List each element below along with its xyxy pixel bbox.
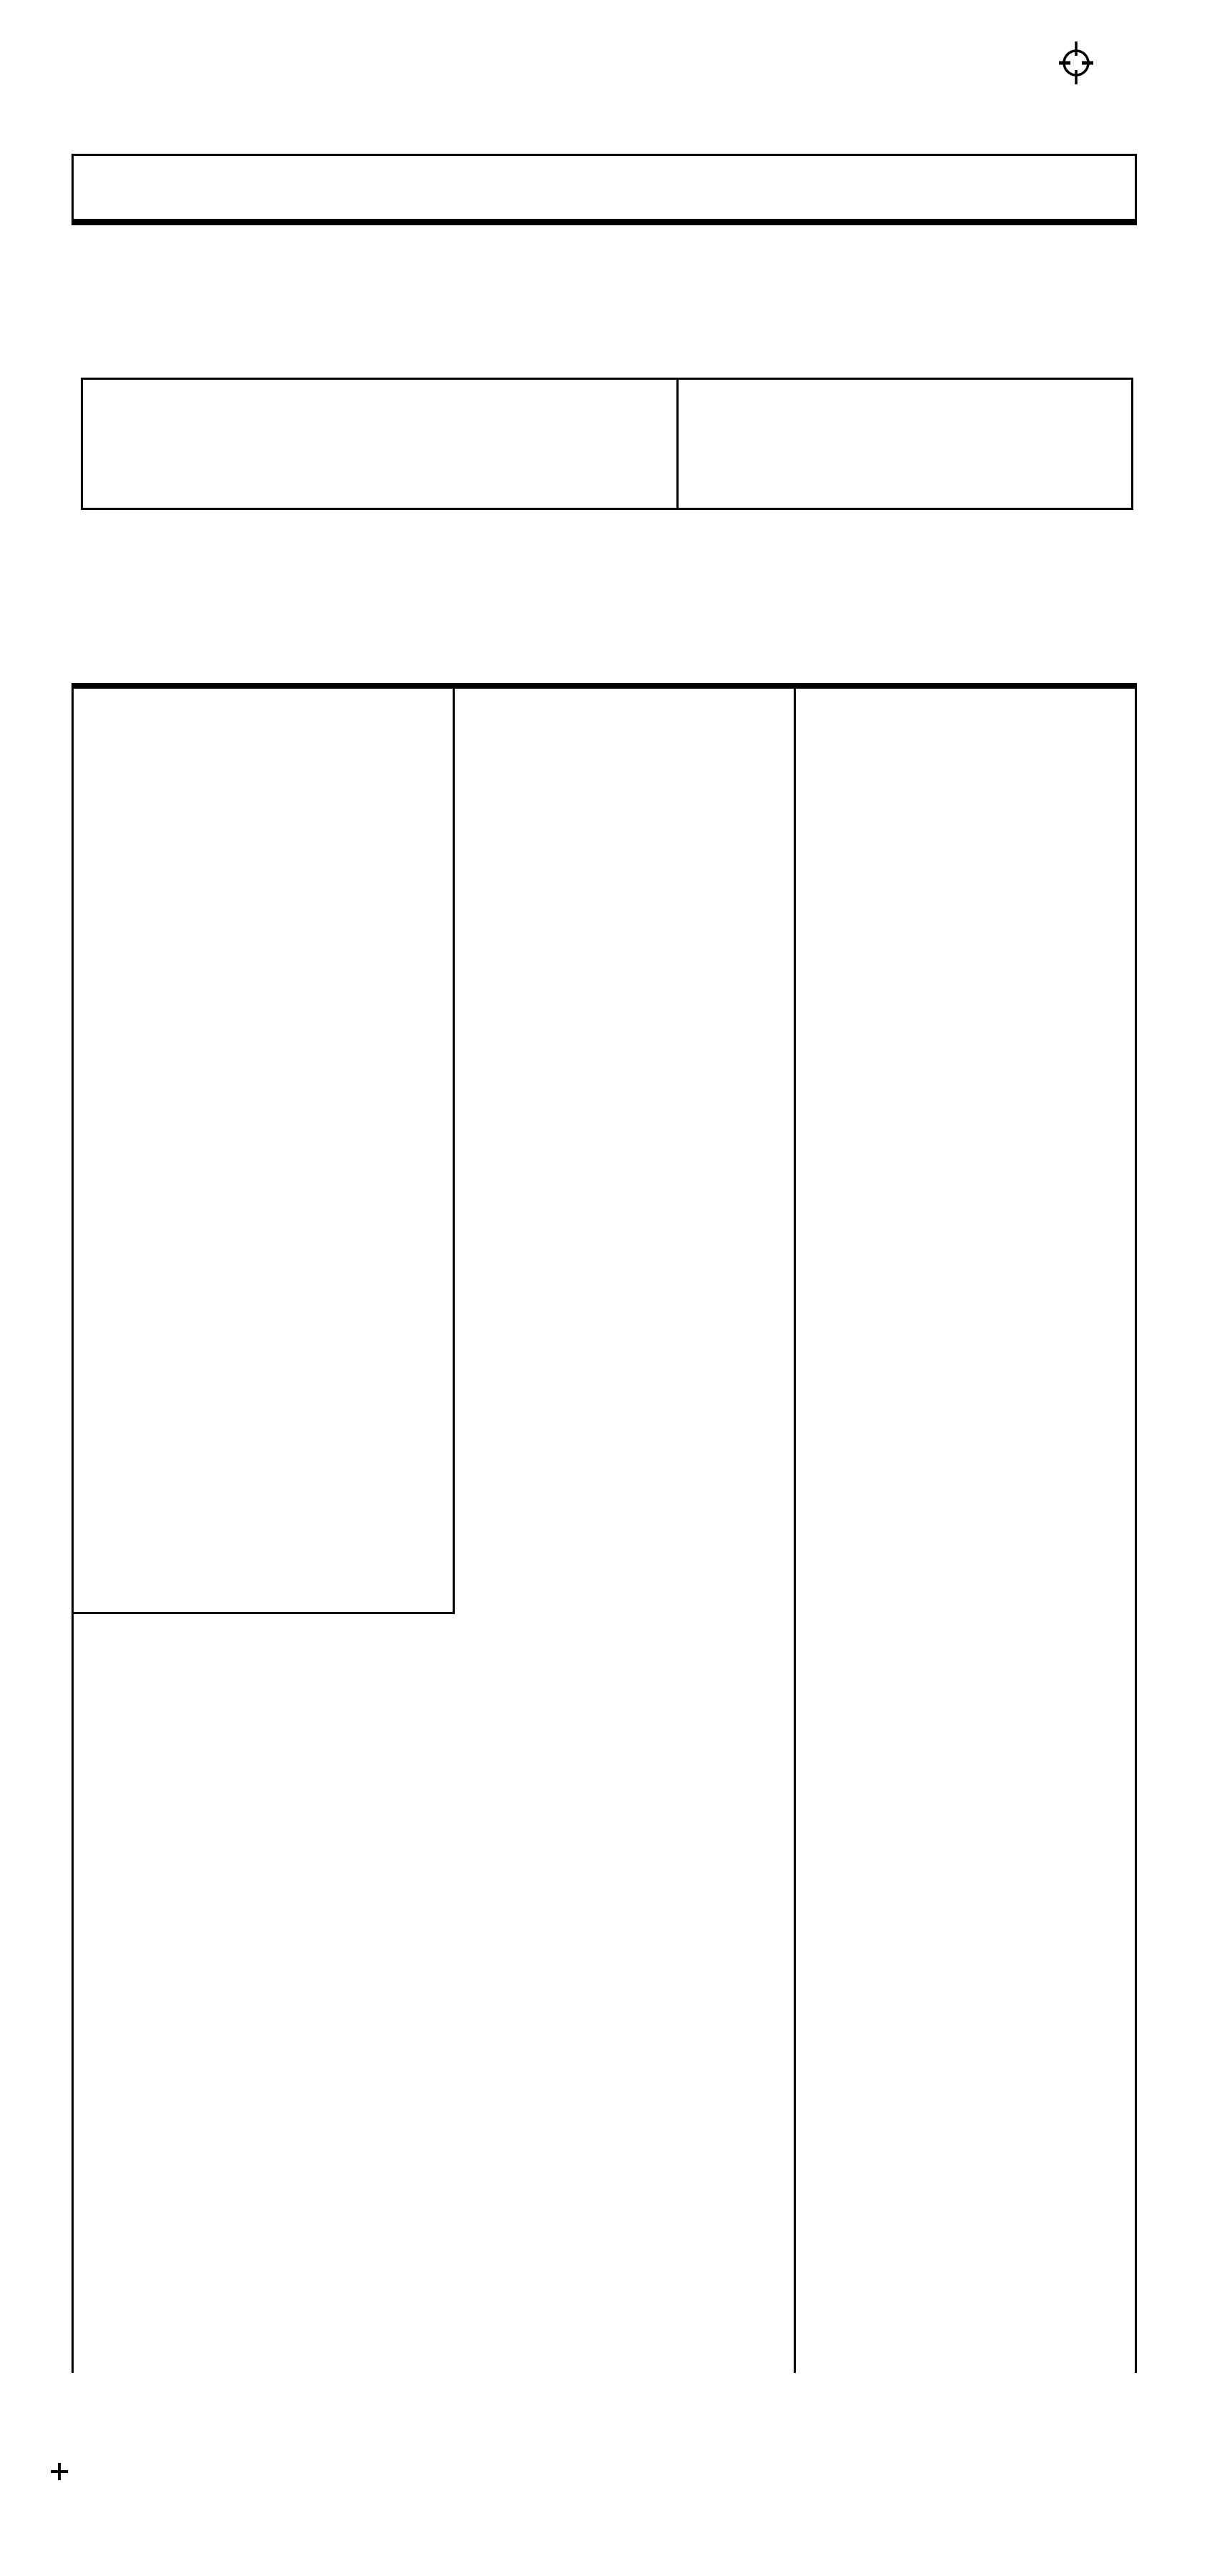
- to-vote-cell: [83, 380, 679, 508]
- instructions-box: [81, 378, 1133, 510]
- warning-cell: [679, 380, 1131, 508]
- column-2: [455, 689, 796, 2373]
- races-area: [72, 683, 1137, 2373]
- plus-registration-mark-v: [58, 2463, 61, 2480]
- county-header-box: [72, 154, 1137, 225]
- registration-target-icon: [1053, 40, 1099, 86]
- column-1: [74, 689, 455, 1614]
- mistake-section: [81, 518, 1133, 528]
- column-3: [796, 689, 1135, 2373]
